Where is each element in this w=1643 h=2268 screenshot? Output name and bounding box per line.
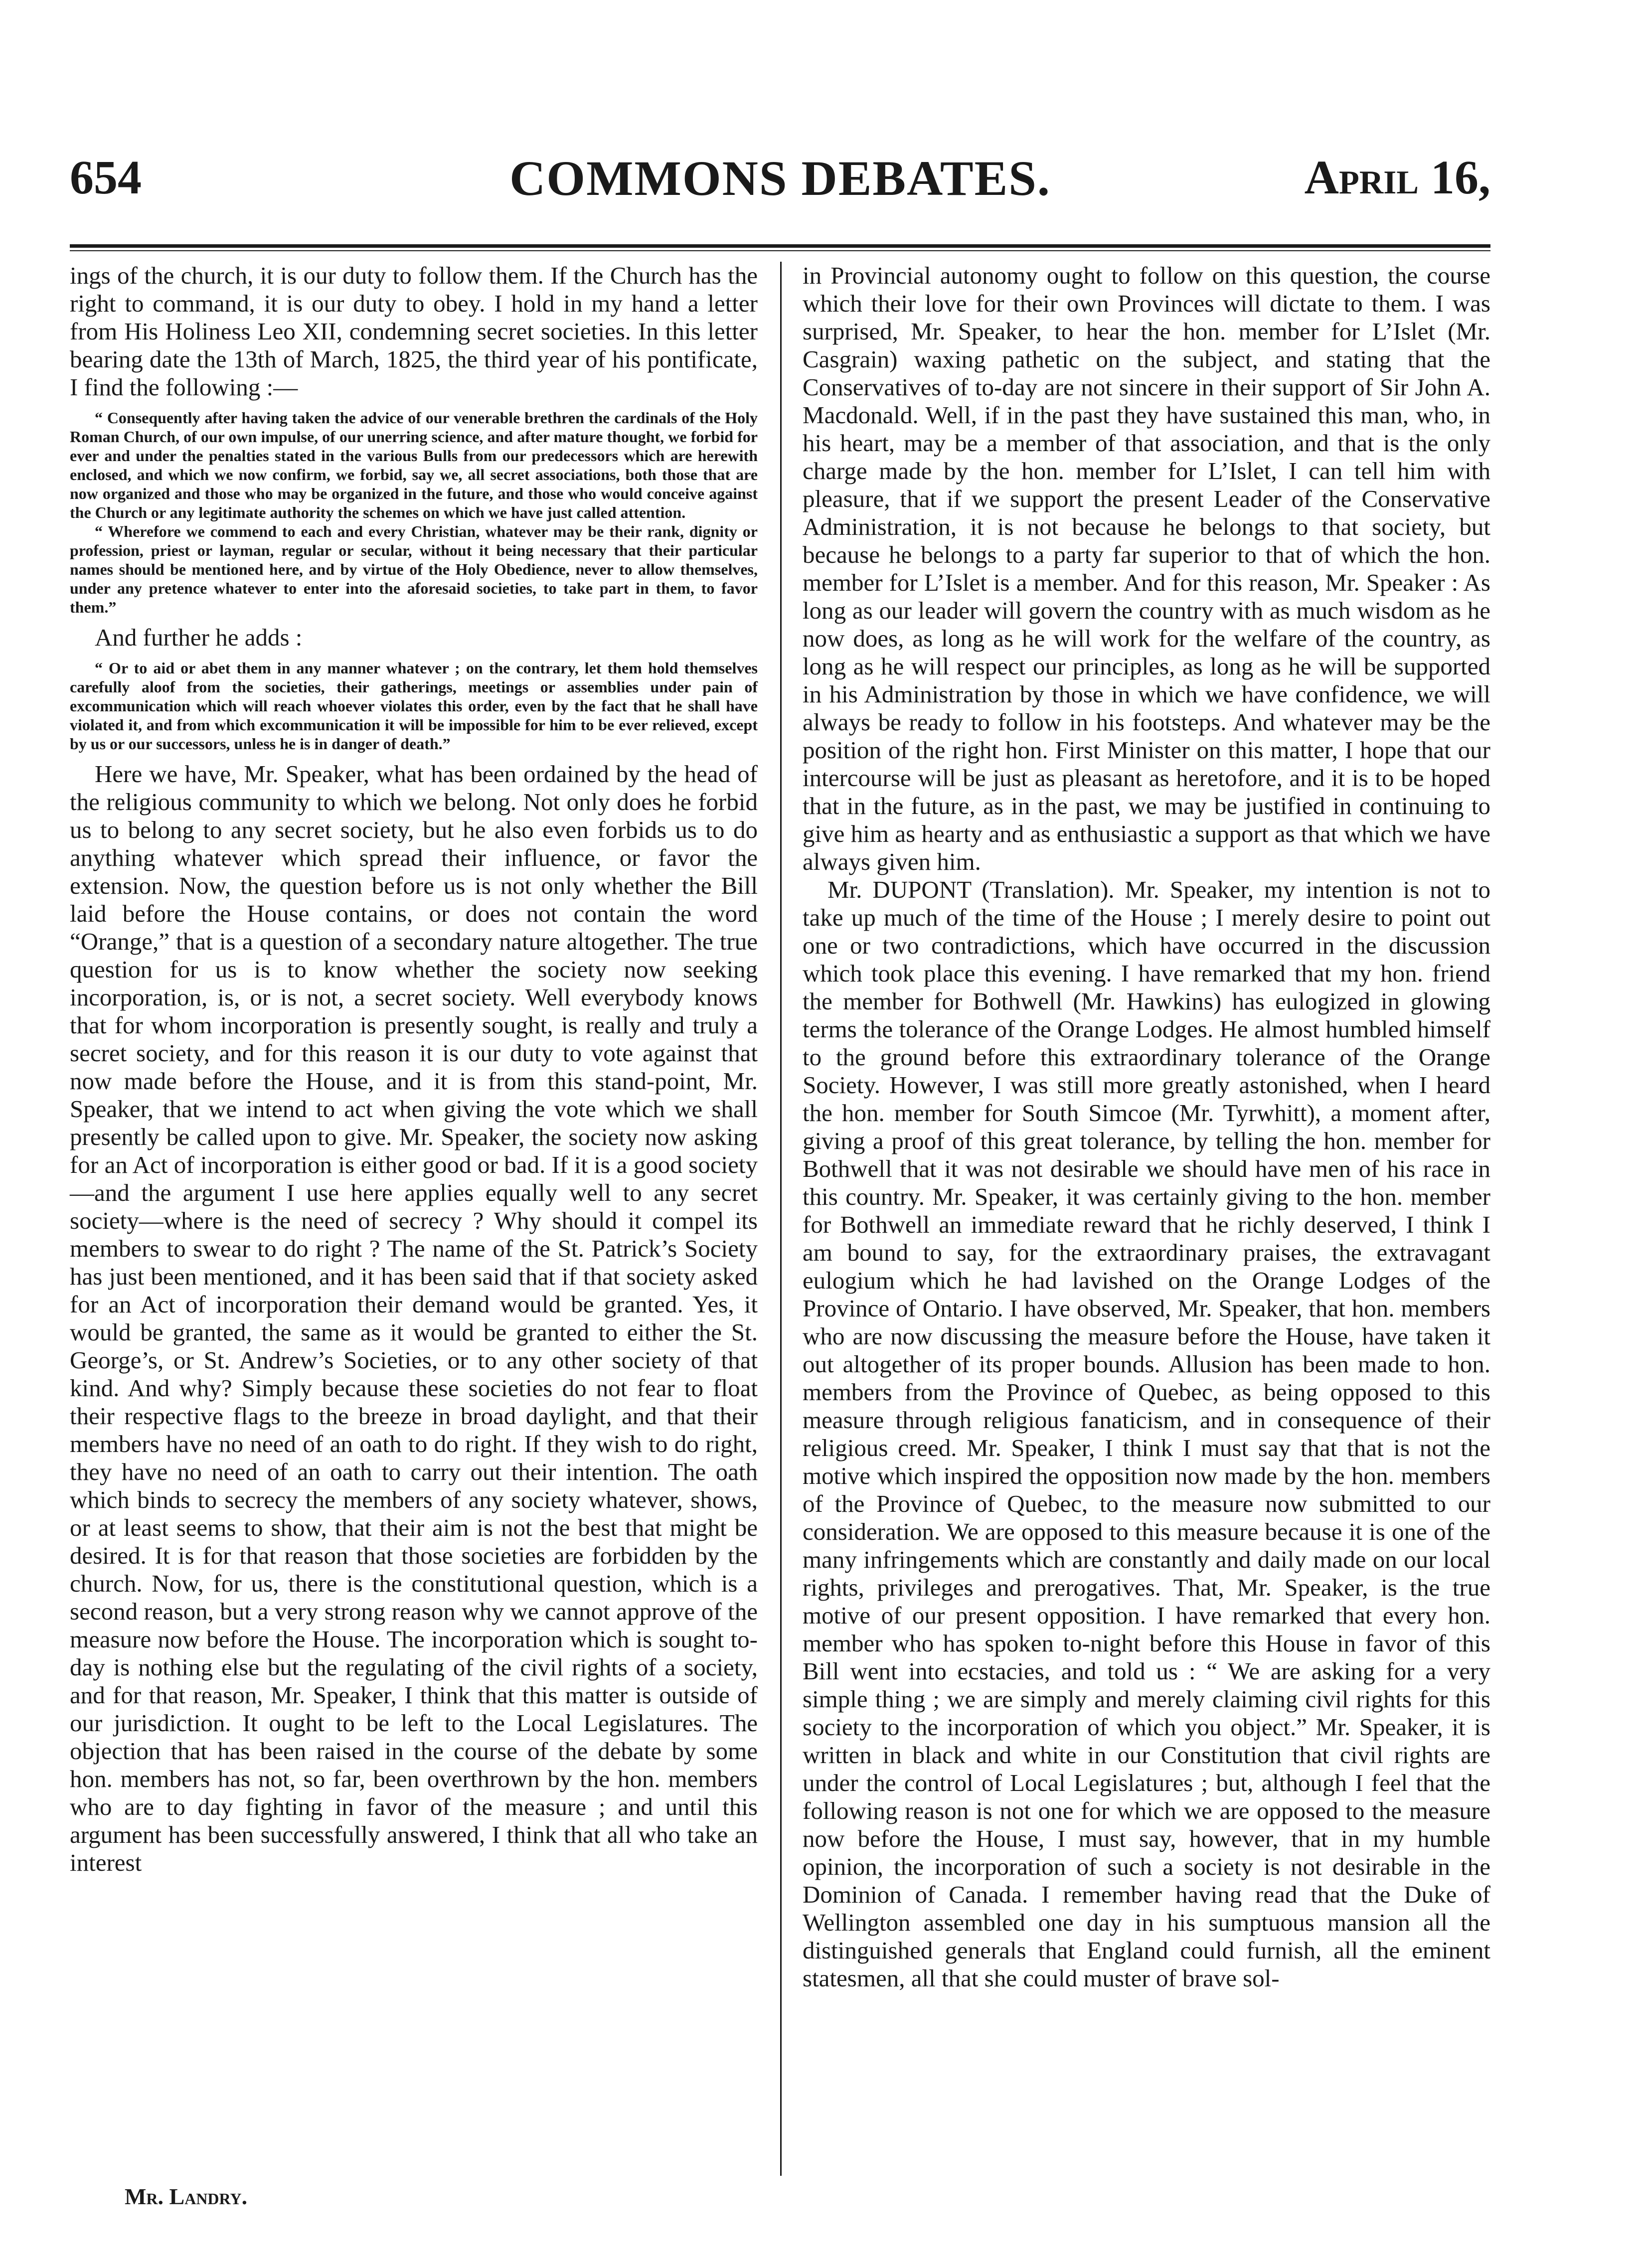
papal-letter-quote-2: “ Wherefore we commend to each and every Christian, whatever may be their rank, dignity or profession, priest or layman, regular or secular, without it being necessary that their particular names should be mentioned here, and by virtue of the Holy Obedience, never to allow themselves, under any pretence whatever to enter into the aforesaid societies, to take part in them, to favor them.” <box>70 522 758 616</box>
publication-title: COMMONS DEBATES. <box>509 151 1051 206</box>
speaker-footer: Mr. Landry. <box>125 2184 248 2209</box>
papal-letter-quote-3: “ Or to aid or abet them in any manner whatever ; on the contrary, let them hold themselves carefully aloof from the societies, their gatherings, meetings or assemblies under pain of excommunication which will reach whoever violates this order, even by the fact that he shall have violated it, and from which excommunication it will be impossible for him to be ever relieved, except by us or our successors, unless he is in danger of death.” <box>70 659 758 753</box>
right-paragraph-2: Mr. DUPONT (Translation). Mr. Speaker, my intention is not to take up much of the time of the House ; I merely desire to point out one or two contradictions, which have occurred in the discussion which took place this evening. I have remarked that my hon. friend the member for Bothwell (Mr. Hawkins) has eulogized in glowing terms the tolerance of the Orange Lodges. He almost humbled himself to the ground before this extraordinary tolerance of the Orange Society. However, I was still more greatly astonished, when I heard the hon. member for South Simcoe (Mr. Tyrwhitt), a moment after, giving a proof of this great tolerance, by telling the hon. member for Bothwell that it was not desirable we should have men of his race in this country. Mr. Speaker, it was certainly giving to the hon. member for Bothwell an immediate reward that he richly deserved, I think I am bound to say, for the extraordinary praises, the extravagant eulogium which he had lavished on the Orange Lodges of the Province of Ontario. I have observed, Mr. Speaker, that hon. members who are now discussing the measure before the House, have taken it out altogether of its proper bounds. Allusion has been made to hon. members from the Province of Quebec, as being opposed to this measure through religious fanaticism, and in consequence of their religious creed. Mr. Speaker, I think I must say that that is not the motive which inspired the opposition now made by the hon. members of the Province of Quebec, to the measure now submitted to our consideration. We are opposed to this measure because it is one of the many infringements which are constantly and daily made on our local rights, privileges and prerogatives. That, Mr. Speaker, is the true motive of our present opposition. I have remarked that every hon. member who has spoken to-night before this House in favor of this Bill went into ecstacies, and told us : “ We are asking for a very simple thing ; we are simply and merely claiming civil rights for this society to the incorporation of which you object.” Mr. Speaker, it is written in black and white in our Constitution that civil rights are under the control of Local Legislatures ; but, although I feel that the following reason is not one for which we are opposed to the measure now before the House, I must say, however, that in my humble opinion, the incorporation of such a society is not desirable in the Dominion of Canada. I remember having read that the Duke of Wellington assembled one day in his sumptuous mansion all the distinguished generals that England could furnish, all the eminent statesmen, all that she could muster of brave sol- <box>803 876 1490 1992</box>
papal-letter-quote-1: “ Consequently after having taken the advice of our venerable brethren the cardinals of the Holy Roman Church, of our own impulse, of our unerring science, and after mature thought, we forbid for ever and under the penalties stated in the various Bulls from our predecessors which are herewith enclosed, and which we now confirm, we forbid, say we, all secret associations, both those that are now organized and those who may be organized in the future, and those who would conceive against the Church or any legitimate authority the schemes on which we have just called attention. <box>70 409 758 521</box>
header-date: April 16, <box>1304 151 1490 204</box>
right-column <box>803 262 1490 1992</box>
column-divider <box>780 262 782 2176</box>
left-column <box>70 262 758 1877</box>
page-number: 654 <box>70 151 142 204</box>
page-header <box>70 150 1490 214</box>
header-rule-thin <box>70 250 1490 251</box>
left-paragraph-2: And further he adds : <box>95 624 303 651</box>
header-rule <box>70 244 1490 248</box>
left-paragraph-3: Here we have, Mr. Speaker, what has been ordained by the head of the religious community to which we belong. Not only does he forbid us to belong to any secret society, but he also even forbids us to do anything whatever which spread their influence, or favor the extension. Now, the question before us is not only whether the Bill laid before the House contains, or does not contain the word “Orange,” that is a question of a secondary nature altogether. The true question for us is to know whether the society now seeking incorporation, is, or is not, a secret society. Well everybody knows that for whom incorporation is presently sought, is really and truly a secret society, and for this reason it is our duty to vote against that now made before the House, and it is from this stand-point, Mr. Speaker, that we intend to act when giving the vote which we shall presently be called upon to give. Mr. Speaker, the society now asking for an Act of incorporation is either good or bad. If it is a good society—and the argument I use here applies equally well to any secret society—where is the need of secrecy ? Why should it compel its members to swear to do right ? The name of the St. Patrick’s Society has just been mentioned, and it has been said that if that society asked for an Act of incorporation their demand would be granted. Yes, it would be granted, the same as it would be granted to either the St. George’s, or St. Andrew’s Societies, or to any other society of that kind. And why? Simply because these societies do not fear to float their respective flags to the breeze in broad daylight, and that their members have no need of an oath to do right. If they wish to do right, they have no need of an oath to carry out their intention. The oath which binds to secrecy the members of any society whatever, shows, or at least seems to show, that their aim is not the best that might be desired. It is for that reason that those societies are forbidden by the church. Now, for us, there is the constitutional question, which is a second reason, but a very strong reason why we cannot approve of the measure now before the House. The incorporation which is sought to-day is nothing else but the regulating of the civil rights of a society, and for that reason, Mr. Speaker, I think that this matter is outside of our jurisdiction. It ought to be left to the Local Legislatures. The objection that has been raised in the course of the debate by some hon. members has not, so far, been overthrown by the hon. members who are to day fighting in favor of the measure ; and until this argument has been successfully answered, I think that all who take an interest <box>70 760 758 1876</box>
right-paragraph-1: in Provincial autonomy ought to follow on this question, the course which their love for their own Provinces will dictate to them. I was surprised, Mr. Speaker, to hear the hon. member for L’Islet (Mr. Casgrain) waxing pathetic on the subject, and stating that the Conservatives of to-day are not sincere in their support of Sir John A. Macdonald. Well, if in the past they have sustained this man, who, in his heart, may be a member of that association, and that is the only charge made by the hon. member for L’Islet, I can tell him with pleasure, that if we support the present Leader of the Conservative Administration, it is not because he belongs to that society, but because he belongs to a party far superior to that of which the hon. member for L’Islet is a member. And for this reason, Mr. Speaker : As long as our leader will govern the country with as much wisdom as he now does, as long as he will work for the welfare of the country, as long as he will respect our principles, as long as he will be supported in his Administration by those in which we have confidence, we will always be ready to follow in his footsteps. And whatever may be the position of the right hon. First Minister on this matter, I hope that our intercourse will be just as pleasant as heretofore, and it is to be hoped that in the future, as in the past, we may be justified in continuing to give him as hearty and as enthusiastic a support as that which we have always given him. <box>803 262 1490 875</box>
left-paragraph-1: ings of the church, it is our duty to follow them. If the Church has the right to command, it is our duty to obey. I hold in my hand a letter from His Holiness Leo XII, condemning secret societies. In this letter bearing date the 13th of March, 1825, the third year of his pontificate, I find the following :— <box>70 262 758 401</box>
